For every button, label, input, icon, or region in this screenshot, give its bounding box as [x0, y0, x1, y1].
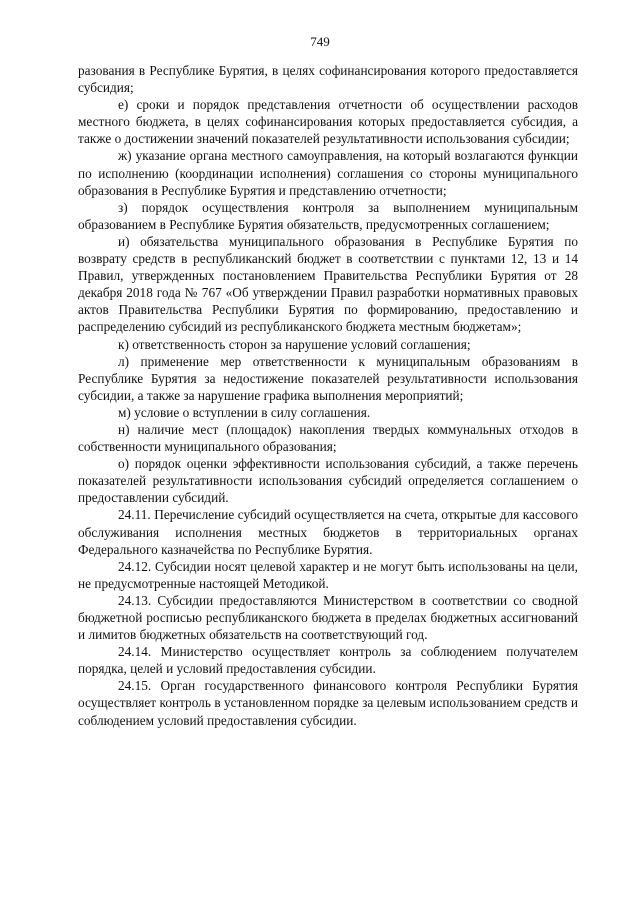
page-number: 749	[310, 34, 330, 49]
paragraph-item-i: и) обязательства муниципального образования в Республике Бурятия по возврату средств в республиканский бюджет в соответствии с пунктами 12, 13 и 14 Правил, утвержденных постановлением Правительства Республики Бурятия от 28 декабря 2018 года № 767 «Об утверждении Правил разработки нормативных правовых актов Правительства Республики Бурятия по формированию, предоставлению и распределению субсидий из республиканского бюджета местным бюджетам»;	[78, 233, 578, 335]
paragraph-item-e: е) сроки и порядок представления отчетности об осуществлении расходов местного бюджета, в целях софинансирования которых предоставляется субсидия, а также о достижении значений показателей результативности использования субсидии;	[78, 97, 578, 147]
paragraph-item-k: к) ответственность сторон за нарушение условий соглашения;	[118, 336, 471, 352]
paragraph-item-m: м) условие о вступлении в силу соглашения.	[118, 404, 371, 420]
paragraph-continuation: разования в Республике Бурятия, в целях софинансирования которого предоставляется субсидия;	[78, 63, 578, 96]
paragraph-24-12: 24.12. Субсидии носят целевой характер и не могут быть использованы на цели, не предусмотренные настоящей Методикой.	[78, 558, 578, 591]
paragraph-24-15: 24.15. Орган государственного финансового контроля Республики Бурятия осуществляет контроль в установленном порядке за целевым использованием средств и соблюдением условий предоставления субсидии.	[78, 678, 578, 728]
paragraph-24-14: 24.14. Министерство осуществляет контроль за соблюдением получателем порядка, целей и условий предоставления субсидии.	[78, 644, 578, 677]
paragraph-24-13: 24.13. Субсидии предоставляются Министерством в соответствии со сводной бюджетной росписью республиканского бюджета в пределах бюджетных ассигнований и лимитов бюджетных обязательств на соответствующий год.	[78, 592, 578, 643]
paragraph-item-zh: ж) указание органа местного самоуправления, на который возлагаются функции по исполнению (координации исполнения) соглашения со стороны муниципального образования в Республике Бурятия и представлению отчетности;	[78, 148, 578, 198]
paragraph-24-11: 24.11. Перечисление субсидий осуществляется на счета, открытые для кассового обслуживания исполнения местных бюджетов в территориальных органах Федерального казначейства по Республике Бурятия.	[78, 507, 578, 557]
paragraph-item-z: з) порядок осуществления контроля за выполнением муниципальным образованием в Республике Бурятия обязательств, предусмотренных соглашением;	[78, 199, 578, 232]
paragraph-item-n: н) наличие мест (площадок) накопления твердых коммунальных отходов в собственности муниципального образования;	[78, 421, 578, 455]
document-body	[78, 62, 578, 729]
paragraph-item-o: о) порядок оценки эффективности использования субсидий, а также перечень показателей результативности использования субсидий определяется соглашением о предоставлении субсидий.	[78, 456, 578, 506]
paragraph-item-l: л) применение мер ответственности к муниципальным образованиям в Республике Бурятия за недостижение показателей результативности использования субсидии, а также за нарушение графика выполнения мероприятий;	[78, 353, 578, 403]
